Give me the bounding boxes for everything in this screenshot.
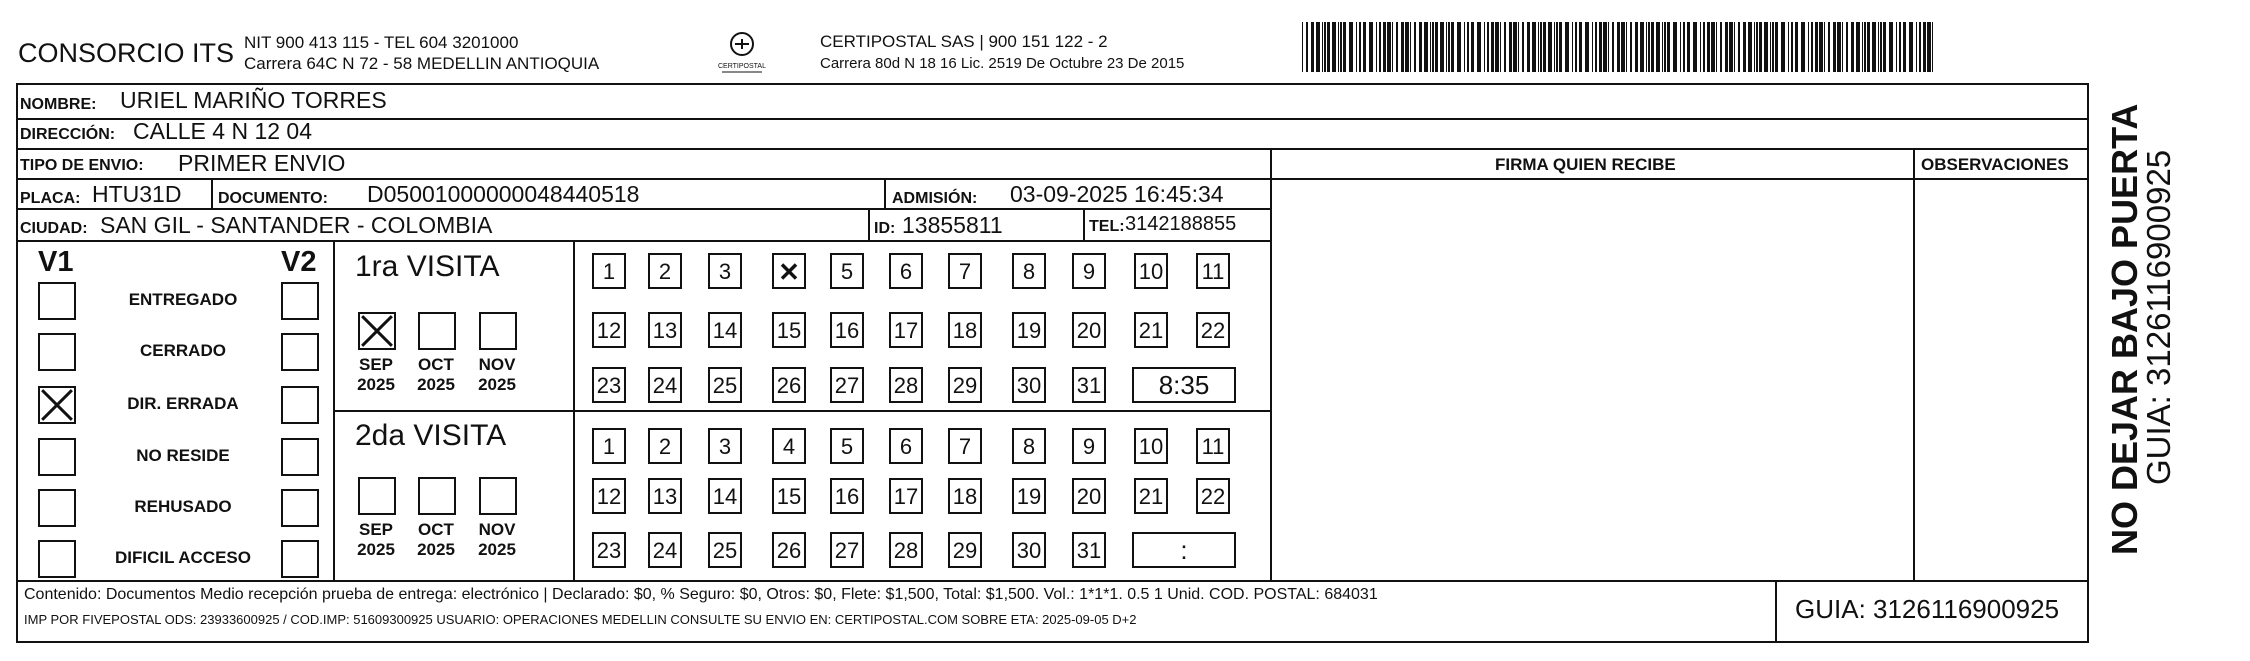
id-label: ID: (874, 220, 896, 237)
month-label: NOV (478, 355, 516, 374)
id-value: 13855811 (902, 212, 1003, 238)
no-dejar-warning: NO DEJAR BAJO PUERTA (2104, 103, 2145, 555)
day-box[interactable]: 31 (1072, 532, 1106, 568)
status-option-label: NO RESIDE (136, 446, 230, 465)
v1-checkbox[interactable] (38, 489, 76, 527)
year-label: 2025 (357, 540, 395, 559)
v1-checkbox[interactable] (38, 333, 76, 371)
day-box[interactable]: 26 (772, 367, 806, 403)
footer-contenido: Contenido: Documentos Medio recepción prueba de entrega: electrónico | Declarado: $0, % Seguro: $0, Otros: $0, Flete: $1,500, Total: $1,500. Vol.: 1*1*1. 0.5 1 Unid. COD. POSTAL: 684031 (24, 586, 1378, 603)
day-box[interactable]: 25 (708, 532, 742, 568)
footer-imp: IMP POR FIVEPOSTAL ODS: 23933600925 / COD.IMP: 51609300925 USUARIO: OPERACIONES MEDELLIN CONSULTE SU ENVIO EN: CERTIPOSTAL.COM SOBRE ETA: 2025-09-05 D+2 (24, 612, 1137, 627)
day-box[interactable]: 15 (772, 312, 806, 348)
day-box[interactable]: 23 (592, 367, 626, 403)
svg-text:CERTIPOSTAL: CERTIPOSTAL (718, 63, 766, 70)
time-value: : (1180, 535, 1188, 565)
day-box[interactable]: 8 (1012, 428, 1046, 464)
time-box[interactable] (1132, 367, 1236, 403)
day-box[interactable]: 17 (889, 478, 923, 514)
time-box[interactable] (1132, 532, 1236, 568)
month-checkbox[interactable] (418, 477, 456, 515)
day-box[interactable]: 21 (1134, 312, 1168, 348)
direccion-value: CALLE 4 N 12 04 (133, 118, 313, 144)
day-box[interactable]: 2 (648, 253, 682, 289)
documento-value: D05001000000048440518 (367, 181, 640, 207)
day-box[interactable]: 14 (708, 312, 742, 348)
month-label: SEP (358, 355, 394, 374)
v1-label: V1 (38, 246, 74, 278)
day-box[interactable]: 10 (1134, 428, 1168, 464)
day-box[interactable]: 25 (708, 367, 742, 403)
tel-label: TEL: (1089, 218, 1125, 235)
v2-label: V2 (281, 246, 317, 278)
month-label: NOV (478, 520, 516, 539)
day-box[interactable]: 23 (592, 532, 626, 568)
day-box[interactable]: 29 (948, 367, 982, 403)
day-box[interactable]: 10 (1134, 253, 1168, 289)
day-box[interactable]: 26 (772, 532, 806, 568)
day-box[interactable]: 18 (948, 312, 982, 348)
month-checkbox[interactable] (358, 312, 396, 350)
day-box[interactable]: 20 (1072, 478, 1106, 514)
month-label: SEP (358, 520, 394, 539)
day-box[interactable]: 13 (648, 478, 682, 514)
day-box[interactable]: 8 (1012, 253, 1046, 289)
day-box[interactable]: 19 (1012, 312, 1046, 348)
day-box[interactable]: 27 (830, 367, 864, 403)
year-label: 2025 (357, 375, 395, 394)
status-option-label: CERRADO (140, 341, 226, 360)
day-box[interactable]: 24 (648, 367, 682, 403)
status-option-label: REHUSADO (134, 497, 232, 516)
month-checkbox[interactable] (479, 312, 517, 350)
day-box[interactable]: 29 (948, 532, 982, 568)
time-value: 8:35 (1158, 370, 1210, 400)
v1-checkbox[interactable] (38, 282, 76, 320)
status-option-label: DIR. ERRADA (127, 394, 239, 413)
tipo-envio-value: PRIMER ENVIO (178, 150, 346, 176)
nombre-label: NOMBRE: (20, 96, 97, 113)
day-box[interactable]: 18 (948, 478, 982, 514)
day-box[interactable]: 13 (648, 312, 682, 348)
day-box[interactable]: 21 (1134, 478, 1168, 514)
day-box[interactable]: 6 (889, 253, 923, 289)
day-box[interactable]: 11 (1196, 253, 1230, 289)
day-box[interactable]: 1 (592, 253, 626, 289)
month-checkbox[interactable] (479, 477, 517, 515)
carrier-address: Carrera 80d N 18 16 Lic. 2519 De Octubre 23 De 2015 (820, 55, 1185, 72)
day-box[interactable]: 7 (948, 253, 982, 289)
barcode (1302, 22, 1938, 72)
month-checkbox[interactable] (358, 477, 396, 515)
side-guia: GUIA: 3126116900925 (2140, 149, 2177, 485)
year-label: 2025 (417, 375, 455, 394)
day-box[interactable]: 24 (648, 532, 682, 568)
v2-checkbox[interactable] (281, 282, 319, 320)
v2-checkbox[interactable] (281, 386, 319, 424)
day-box[interactable]: 16 (830, 478, 864, 514)
day-box[interactable]: 7 (948, 428, 982, 464)
year-label: 2025 (478, 540, 516, 559)
visit2-title: 2da VISITA (355, 419, 507, 452)
day-box[interactable]: 30 (1012, 367, 1046, 403)
observaciones-header: OBSERVACIONES (1921, 155, 2069, 174)
day-box[interactable]: 5 (830, 428, 864, 464)
tipo-envio-label: TIPO DE ENVIO: (20, 157, 144, 174)
day-box[interactable]: 11 (1196, 428, 1230, 464)
admision-value: 03-09-2025 16:45:34 (1010, 181, 1224, 207)
day-box[interactable]: 17 (889, 312, 923, 348)
nombre-value: URIEL MARIÑO TORRES (120, 87, 387, 113)
day-box[interactable]: 31 (1072, 367, 1106, 403)
footer-guia: GUIA: 3126116900925 (1795, 594, 2060, 624)
day-box[interactable]: 2 (648, 428, 682, 464)
day-box[interactable]: 28 (889, 532, 923, 568)
day-box[interactable]: 1 (592, 428, 626, 464)
firma-header: FIRMA QUIEN RECIBE (1495, 155, 1676, 174)
month-label: OCT (418, 520, 454, 539)
company-address: Carrera 64C N 72 - 58 MEDELLIN ANTIOQUIA (244, 54, 600, 73)
status-option-label: ENTREGADO (128, 290, 238, 309)
company-nit: NIT 900 413 115 - TEL 604 3201000 (244, 33, 519, 52)
year-label: 2025 (478, 375, 516, 394)
placa-value: HTU31D (92, 181, 182, 207)
v1-checkbox[interactable] (38, 386, 76, 424)
day-box[interactable]: 9 (1072, 428, 1106, 464)
v1-checkbox[interactable] (38, 438, 76, 476)
tel-value: 3142188855 (1125, 213, 1237, 235)
status-option-label: DIFICIL ACCESO (114, 548, 251, 567)
day-box[interactable]: 12 (592, 478, 626, 514)
v1-checkbox[interactable] (38, 540, 76, 578)
year-label: 2025 (417, 540, 455, 559)
day-box[interactable]: 30 (1012, 532, 1046, 568)
day-box[interactable]: 22 (1196, 478, 1230, 514)
day-box[interactable]: 4 (772, 428, 806, 464)
admision-label: ADMISIÓN: (892, 190, 978, 207)
day-box[interactable]: ✕ (772, 253, 806, 289)
day-box[interactable]: 15 (772, 478, 806, 514)
visit1-title: 1ra VISITA (355, 250, 500, 283)
day-box[interactable]: 12 (592, 312, 626, 348)
company-name: CONSORCIO ITS (18, 38, 235, 68)
day-box[interactable]: 5 (830, 253, 864, 289)
day-box[interactable]: 3 (708, 428, 742, 464)
ciudad-value: SAN GIL - SANTANDER - COLOMBIA (100, 212, 493, 238)
direccion-label: DIRECCIÓN: (20, 126, 116, 143)
v2-checkbox[interactable] (281, 540, 319, 578)
day-box[interactable]: 9 (1072, 253, 1106, 289)
certipostal-logo-icon (714, 30, 770, 76)
day-box[interactable]: 28 (889, 367, 923, 403)
day-box[interactable]: 19 (1012, 478, 1046, 514)
day-box[interactable]: 22 (1196, 312, 1230, 348)
day-box[interactable]: 14 (708, 478, 742, 514)
day-box[interactable]: 20 (1072, 312, 1106, 348)
month-label: OCT (418, 355, 454, 374)
documento-label: DOCUMENTO: (218, 190, 328, 207)
v2-checkbox[interactable] (281, 333, 319, 371)
day-box[interactable]: 3 (708, 253, 742, 289)
v2-checkbox[interactable] (281, 489, 319, 527)
day-box[interactable]: 27 (830, 532, 864, 568)
ciudad-label: CIUDAD: (20, 220, 88, 237)
placa-label: PLACA: (20, 190, 81, 207)
day-box[interactable]: 6 (889, 428, 923, 464)
month-checkbox[interactable] (418, 312, 456, 350)
v2-checkbox[interactable] (281, 438, 319, 476)
day-box[interactable]: 16 (830, 312, 864, 348)
carrier-name: CERTIPOSTAL SAS | 900 151 122 - 2 (820, 32, 1108, 51)
